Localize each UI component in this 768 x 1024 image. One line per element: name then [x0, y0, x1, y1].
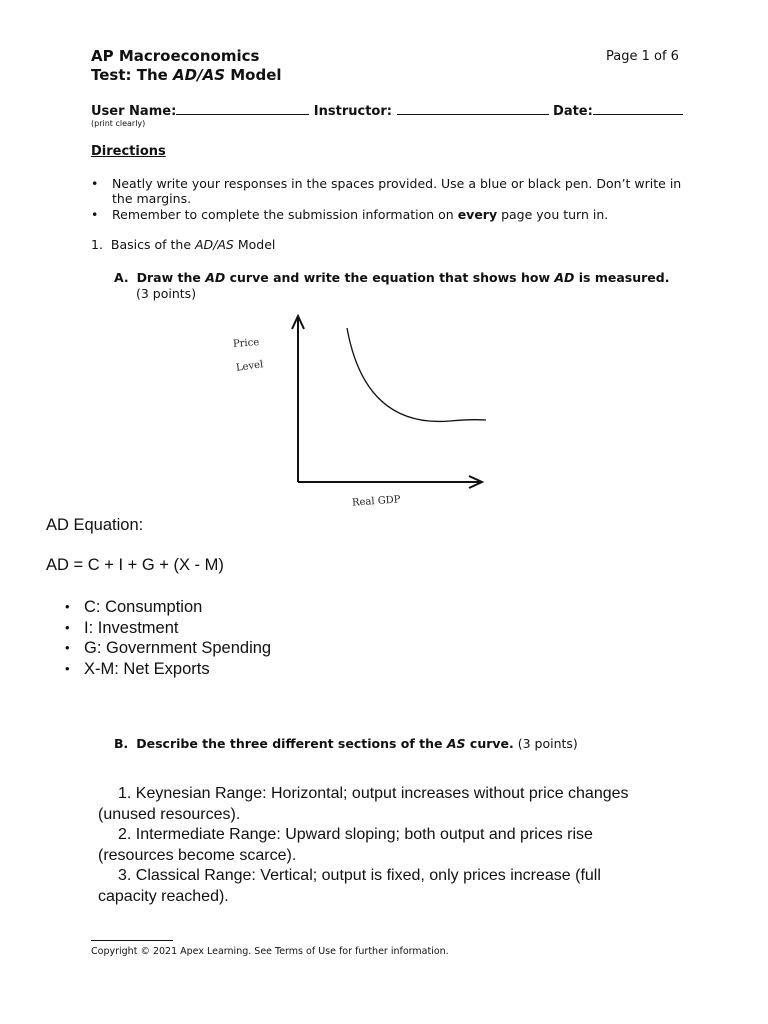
equation-formula: AD = C + I + G + (X - M) — [46, 556, 224, 574]
part-a-text-ad: AD — [205, 270, 226, 285]
component-item: • I: Investment — [65, 618, 271, 639]
course-title: AP Macroeconomics — [91, 47, 260, 65]
directions-item — [91, 207, 691, 222]
graph-y-label-level: Level — [235, 359, 264, 374]
equation-heading: AD Equation: — [46, 516, 144, 534]
test-title-slash: / — [197, 66, 203, 84]
test-title-suffix: Model — [225, 66, 282, 84]
graph-y-label-price: Price — [232, 337, 260, 350]
directions-list — [91, 176, 691, 223]
component-item: • X-M: Net Exports — [65, 659, 271, 680]
component-item: • G: Government Spending — [65, 638, 271, 659]
directions-item-end: page you turn in. — [497, 207, 609, 222]
part-b-text-1: Describe the three different sections of the — [136, 736, 447, 751]
part-b-text-as: AS — [446, 736, 466, 751]
test-title-as: AS — [202, 66, 226, 84]
part-a-text-ad-2: AD — [554, 270, 575, 285]
part-a-prompt — [114, 270, 704, 286]
print-note: (print clearly) — [91, 119, 146, 128]
test-title — [91, 66, 282, 84]
question-1-number: 1. — [91, 237, 103, 252]
date-label: Date: — [553, 104, 593, 119]
page-number: Page 1 of 6 — [606, 49, 679, 64]
user-name-field[interactable] — [176, 102, 309, 115]
question-1-prefix: Basics of the — [110, 237, 195, 252]
range-intermediate: 2. Intermediate Range: Upward sloping; both output and prices rise (resources become scarce). — [98, 826, 593, 864]
directions-item-bold: every — [457, 207, 498, 222]
instructor-label: Instructor: — [313, 104, 397, 119]
component-item: • C: Consumption — [65, 597, 271, 618]
ad-curve-graph — [270, 310, 510, 490]
part-b-points: (3 points) — [513, 736, 578, 751]
part-a-text-1: Draw the — [136, 270, 206, 285]
part-a-points: (3 points) — [136, 286, 197, 301]
graph-x-label: Real GDP — [351, 494, 401, 509]
test-title-ad: AD — [173, 66, 198, 84]
footnote-rule — [91, 940, 173, 941]
copyright-footer: Copyright © 2021 Apex Learning. See Terms of Use for further information. — [91, 946, 449, 957]
part-b-prompt — [114, 736, 578, 751]
range-keynesian: 1. Keynesian Range: Horizontal; output increases without price changes (unused resources). — [98, 785, 629, 823]
user-name-label: User Name: — [91, 104, 177, 119]
question-1 — [91, 237, 275, 252]
range-classical: 3. Classical Range: Vertical; output is fixed, only prices increase (full capacity reached). — [98, 867, 601, 905]
part-b-text-3: curve. — [465, 736, 514, 751]
date-field[interactable] — [593, 102, 683, 115]
as-ranges-answer — [98, 784, 658, 907]
test-title-prefix: Test: The — [91, 66, 174, 84]
part-a-letter: A. — [114, 270, 129, 285]
directions-heading: Directions — [91, 144, 166, 159]
directions-item: • Neatly write your responses in the spaces provided. Use a blue or black pen. Don’t write in the margins. — [91, 176, 691, 206]
directions-item-text: Remember to complete the submission information on — [112, 207, 458, 222]
question-1-italic: AD/AS — [194, 237, 234, 252]
instructor-field[interactable] — [397, 102, 549, 115]
part-b-letter: B. — [114, 736, 129, 751]
part-a-text-3: curve and write the equation that shows how — [225, 270, 555, 285]
submission-info-row — [91, 102, 683, 119]
question-1-suffix: Model — [233, 237, 276, 252]
ad-curve — [347, 328, 486, 421]
component-list — [65, 597, 271, 679]
part-a-text-5: is measured. — [574, 270, 670, 285]
